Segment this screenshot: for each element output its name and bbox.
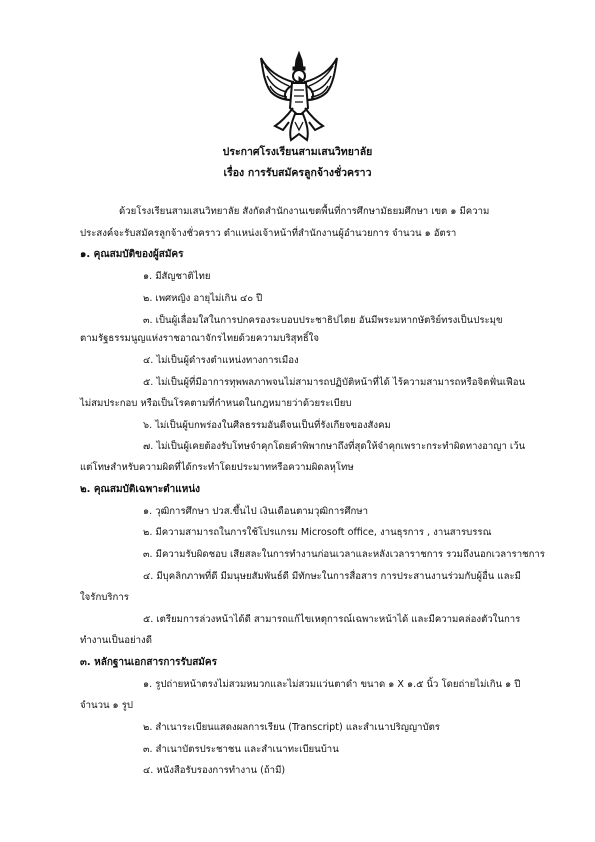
s2-item-1: ๑. วุฒิการศึกษา ปวส.ขึ้นไป เงินเดือนตามวุฒิการศึกษา bbox=[143, 506, 369, 517]
announcement-subject: เรื่อง การรับสมัครลูกจ้างชั่วคราว bbox=[223, 167, 372, 179]
section-3-heading: ๓. หลักฐานเอกสารการรับสมัคร bbox=[80, 657, 217, 668]
s1-item-7: ๗. ไม่เป็นผู้เคยต้องรับโทษจำคุกโดยคำพิพากษาถึงที่สุดให้จำคุกเพราะกระทำผิดทางอาญา เว้น bbox=[143, 441, 526, 452]
intro-line-2: ประสงค์จะรับสมัครลูกจ้างชั่วคราว ตำแหน่งเจ้าหน้าที่สำนักงานผู้อำนวยการ จำนวน ๑ อัตรา bbox=[80, 228, 457, 239]
s2-item-5: ๕. เตรียมการล่วงหน้าได้ดี สามารถแก้ไขเหตุการณ์เฉพาะหน้าได้ และมีความคล่องตัวในการ bbox=[143, 614, 521, 625]
s1-item-7-cont: แต่โทษสำหรับความผิดที่ได้กระทำโดยประมาทหรือความผิดลหุโทษ bbox=[80, 462, 354, 473]
s1-item-2: ๒. เพศหญิง อายุไม่เกิน ๔๐ ปี bbox=[143, 293, 263, 304]
s3-item-1: ๑. รูปถ่ายหน้าตรงไม่สวมหมวกและไม่สวมแว่นตาดำ ขนาด ๑ X ๑.๕ นิ้ว โดยถ่ายไม่เกิน ๑ ปี bbox=[143, 679, 521, 690]
s1-item-1: ๑. มีสัญชาติไทย bbox=[143, 271, 211, 282]
s3-item-1-cont: จำนวน ๑ รูป bbox=[80, 700, 133, 711]
s1-item-5-cont: ไม่สมประกอบ หรือเป็นโรคตามที่กำหนดในกฎหมายว่าด้วยระเบียบ bbox=[80, 398, 352, 409]
s2-item-2: ๒. มีความสามารถในการใช้โปรแกรม Microsoft office, งานธุรการ , งานสารบรรณ bbox=[143, 527, 492, 538]
garuda-emblem bbox=[257, 50, 341, 142]
s2-item-5-cont: ทำงานเป็นอย่างดี bbox=[80, 635, 152, 646]
s2-item-4-cont: ใจรักบริการ bbox=[80, 592, 129, 603]
s1-item-6: ๖. ไม่เป็นผู้บกพร่องในศีลธรรมอันดีจนเป็นที่รังเกียจของสังคม bbox=[143, 420, 391, 431]
s3-item-4: ๔. หนังสือรับรองการทำงาน (ถ้ามี) bbox=[143, 765, 286, 776]
s2-item-4: ๔. มีบุคลิกภาพที่ดี มีมนุษยสัมพันธ์ดี มีทักษะในการสื่อสาร การประสานงานร่วมกับผู้อื่น และมี bbox=[143, 571, 521, 582]
s3-item-2: ๒. สำเนาระเบียนแสดงผลการเรียน (Transcript) และสำเนาปริญญาบัตร bbox=[143, 722, 440, 733]
announcement-title: ประกาศโรงเรียนสามเสนวิทยาลัย bbox=[222, 146, 373, 158]
section-1-heading: ๑. คุณสมบัติของผู้สมัคร bbox=[80, 249, 184, 260]
section-2-heading: ๒. คุณสมบัติเฉพาะตำแหน่ง bbox=[80, 484, 201, 495]
s1-item-4: ๔. ไม่เป็นผู้ดำรงตำแหน่งทางการเมือง bbox=[143, 355, 299, 366]
s3-item-3: ๓. สำเนาบัตรประชาชน และสำเนาทะเบียนบ้าน bbox=[143, 744, 339, 755]
s1-item-3-cont: ตามรัฐธรรมนูญแห่งราชอาณาจักรไทยด้วยความบริสุทธิ์ใจ bbox=[80, 333, 319, 344]
s2-item-3: ๓. มีความรับผิดชอบ เสียสละในการทำงานก่อนเวลาและหลังเวลาราชการ รวมถึงนอกเวลาราชการ bbox=[143, 549, 545, 560]
s1-item-3: ๓. เป็นผู้เลื่อมใสในการปกครองระบอบประชาธิปไตย อันมีพระมหากษัตริย์ทรงเป็นประมุข bbox=[143, 315, 503, 326]
s1-item-5: ๕. ไม่เป็นผู้ที่มีอาการทุพพลภาพจนไม่สามารถปฏิบัติหน้าที่ได้ ไร้ความสามารถหรือจิตฟั่นเฟือน bbox=[143, 377, 526, 388]
intro-line-1: ด้วยโรงเรียนสามเสนวิทยาลัย สังกัดสำนักงานเขตพื้นที่การศึกษามัธยมศึกษา เขต ๑ มีความ bbox=[119, 206, 490, 217]
